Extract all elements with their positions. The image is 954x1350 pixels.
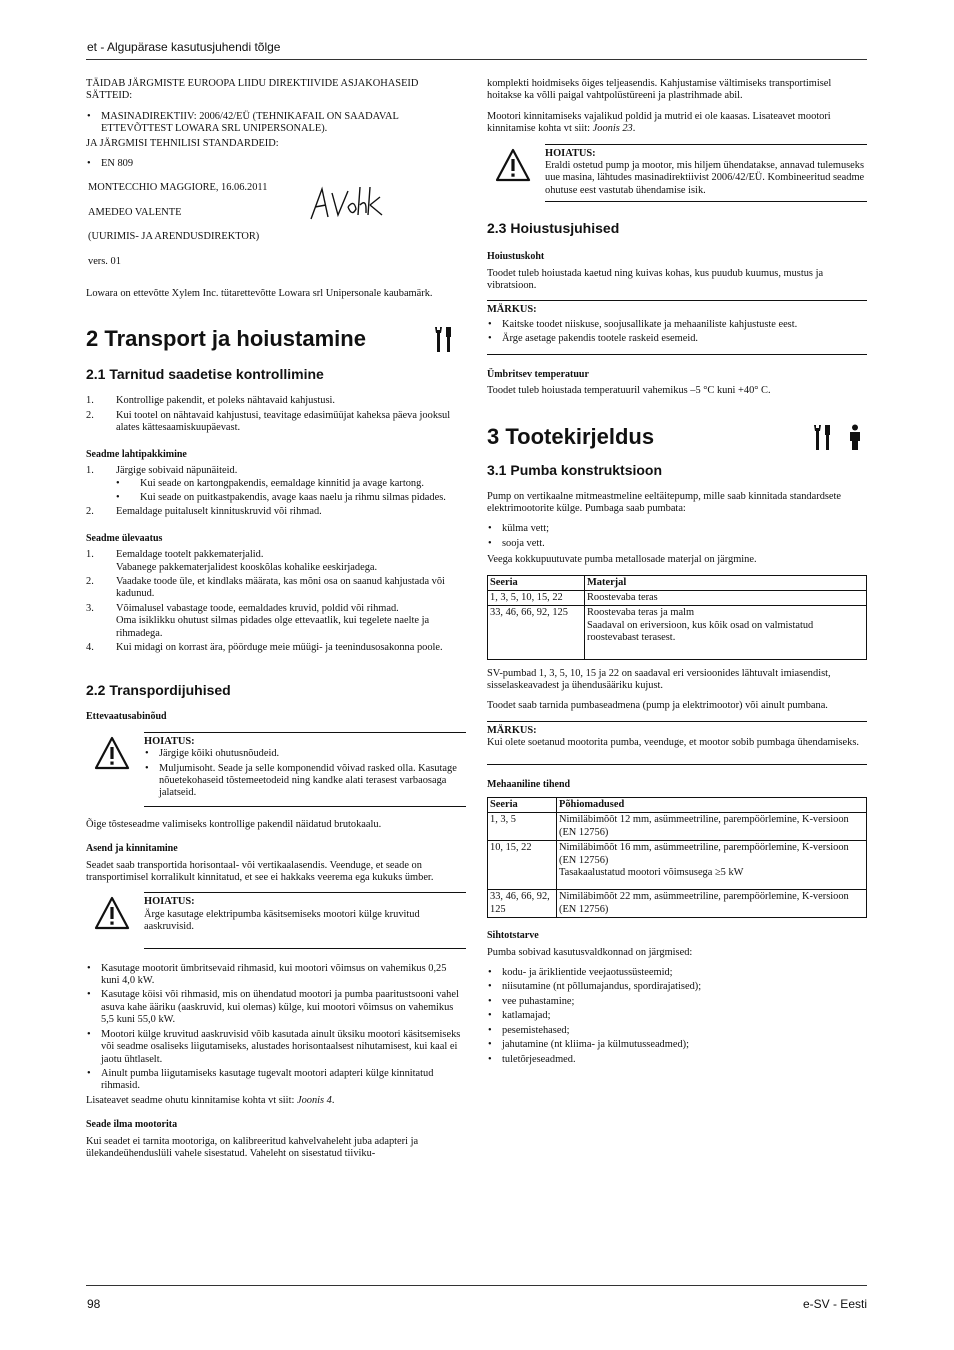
section-3-1-heading: 3.1 Pumba konstruktsioon [487, 461, 663, 478]
list-item: • Kaitske toodet niiskuse, soojusallikate ja mehaaniliste kahjustuste eest. [487, 319, 867, 331]
section-2-2-heading: 2.2 Transpordijuhised [86, 682, 231, 699]
list-item: • jahutamine (nt kliima- ja külmutusseadmed); [487, 1039, 867, 1051]
table-header: Materjal [585, 575, 867, 590]
no-motor-text: Kui seadet ei tarnita mootoriga, on kalibreeritud kahvelvaheleht juba adapteri ja ülekandeühenduslüli vahele sisestatud. Vaheleht on sisestatud tiiviku- [86, 1135, 419, 1159]
signature-block [86, 174, 466, 231]
temperature-text: Toodet tuleb hoiustada temperatuuril vahemikus –5 °C kuni +40° C. [487, 385, 771, 397]
chapter-3-title: 3 Tootekirjeldus [487, 423, 655, 449]
list-item: • vee puhastamine; [487, 996, 867, 1008]
warning-box [487, 144, 867, 203]
list-item: • Ärge asetage pakendis tootele raskeid esemeid. [487, 333, 867, 345]
signer-name: AMEDEO VALENTE [88, 206, 182, 218]
seal-title: Mehaaniline tihend [487, 778, 571, 790]
table-header: Seeria [488, 798, 557, 813]
page-number: 98 [87, 1297, 101, 1311]
signer-role: (UURIMIS- JA ARENDUSDIREKTOR) [88, 231, 260, 243]
list-item: • katlamajad; [487, 1010, 867, 1022]
list-item: • Kasutage köisi või rihmasid, mis on ühendatud mootori ja pumba paaritustsooni vahel asuva kahe ääriku (aaskruvid, kui olemas) külge, kui mootori võimsus on vahemikus 5,5 kuni 55,0 kW. [86, 989, 466, 1026]
list-item: 3. Võimalusel vabastage toode, eemaldades kruvid, poldid või rihmad. Oma isiklikku ohutust silmas pidades olge ettevaatlik, kui tegelete naelte ja rihmadega. [86, 602, 430, 639]
storage-title: Hoiustuskoht [487, 251, 545, 263]
tools-icon [434, 326, 454, 354]
figure-reference[interactable]: Joonis 4 [296, 1094, 332, 1106]
list-item: • Kasutage mootorit ümbritsevaid rihmasid, kui mootori võimsus on vahemikus 0,25 kuni 4,0 kW. [86, 963, 466, 988]
more-info-text: Lisateavet seadme ohutu kinnitamise kohta vt siit: Joonis 4. [86, 1094, 335, 1106]
declaration-item: • MASINADIREKTIIV: 2006/42/EÜ (TEHNIKAFAIL ON SAADAVAL ETTEVÕTTEST LOWARA SRL UNIPERSONALE). [86, 111, 466, 136]
list-item: • sooja vett. [487, 538, 867, 550]
list-item: • kodu- ja äriklientide veejaotussüsteemid; [487, 967, 867, 979]
list-item: 4. Kui midagi on korrast ära, pöörduge meie müügi- ja teenindusosakonna poole. [86, 641, 443, 653]
warning-text: Ärge kasutage elektripumba käsitsemiseks mootori külge kruvitud aaskruvisid. [144, 908, 420, 933]
list-item: • pesemistehased; [487, 1025, 867, 1037]
pump-text: Pump on vertikaalne mitmeastmeline eeltäitepump, mille saab kinnitada standardsete elektrimootorite külge. Pumbaga saab pumbata: [487, 490, 842, 514]
list-item: • niisutamine (nt põllumajandus, spordirajatised); [487, 981, 867, 993]
chapter-2-heading [86, 326, 466, 352]
section-2-3-heading: 2.3 Hoiustusjuhised [487, 220, 620, 237]
list-item: • Kui seade on puitkastpakendis, avage kaas naelu ja rihmu silmas pidades. [116, 492, 466, 504]
signature-image [308, 183, 388, 223]
supply-text: Toodet saab tarnida pumbaseadmena (pump ja elektrimootor) või ainult pumbana. [487, 700, 828, 712]
inspection-title: Seadme ülevaatus [86, 532, 163, 544]
list-item: • Ainult pumba liigutamiseks kasutage tugevalt mootori adapteri külge kinnitatud rihmasid. [86, 1068, 466, 1093]
list-item: • tuletõrjeseadmed. [487, 1054, 867, 1066]
table-header: Seeria [488, 575, 585, 590]
note-box [487, 721, 867, 765]
warning-box [86, 892, 466, 948]
left-column [86, 78, 466, 1168]
material-intro: Veega kokkupuutuvate pumba metallosade materjal on järgmine. [487, 554, 757, 566]
list-item: • Mootori külge kruvitud aaskruvisid võib kasutada ainult üksiku mootori käsitsemiseks või seadme osaliseks liigutamiseks, alustades horisontaalsest nihutamisest, kui kaal ei jaotu ühtlaselt. [86, 1029, 466, 1066]
chapter-3-heading [487, 424, 867, 450]
warning-title: HOIATUS: [545, 147, 596, 159]
position-title: Asend ja kinnitamine [86, 843, 178, 855]
table-header: Põhiomadused [557, 798, 867, 813]
list-item: 1. Järgige sobivaid näpunäiteid. • Kui seade on kartongpakendis, eemaldage kinnitid ja avage kartong. • Kui seade on puitkastpakendis, avage kaas naelu ja rihmu silmas pidades. [86, 465, 466, 504]
warning-icon [94, 736, 130, 770]
chapter-2-title: 2 Transport ja hoiustamine [86, 326, 366, 352]
warning-icon [495, 148, 531, 182]
list-item: • Muljumisoht. Seade ja selle komponendid võivad rasked olla. Kasutage nõuetekohaseid tõstemeetodeid ning kandke alati terasest varbaosaga jalatseid. [144, 763, 466, 800]
figure-reference[interactable]: Joonis 23 [592, 123, 633, 135]
list-item: 2. Kui tootel on nähtavaid kahjustusi, teavitage edasimüüjat kaheksa päeva jooksul alates kättesaamiskuupäevast. [86, 409, 451, 434]
warning-title: HOIATUS: [144, 735, 195, 747]
place-date: MONTECCHIO MAGGIORE, 16.06.2011 [88, 182, 268, 194]
tools-person-icon [813, 424, 867, 452]
bolts-text: Mootori kinnitamiseks vajalikud poldid ja mutrid ei ole kaasas. Lisateavet mootori kinnitamise kohta vt siit: Joonis 23. [487, 110, 831, 135]
note-title: MÄRKUS: [487, 724, 537, 736]
running-header: et - Algupärase kasutusjuhendi tõlge [87, 40, 281, 54]
lifting-list [86, 963, 466, 1093]
right-column [487, 78, 867, 1074]
list-item: 1. Kontrollige pakendit, et poleks nähtavaid kahjustusi. [86, 395, 336, 407]
material-table [487, 575, 867, 660]
version: vers. 01 [88, 255, 121, 267]
standards-title: JA JÄRGMISI TEHNILISI STANDARDEID: [86, 137, 279, 149]
intended-use-list [487, 967, 867, 1066]
temperature-title: Ümbritsev temperatuur [487, 368, 589, 380]
warning-title: HOIATUS: [144, 896, 195, 908]
warning-box [86, 732, 466, 807]
document-name: e-SV - Eesti [802, 1297, 867, 1311]
table-row: 1, 3, 5, 10, 15, 22 Roostevaba teras [488, 590, 867, 605]
list-item: • Järgige kõiki ohutusnõudeid. [144, 748, 466, 760]
continuation-text: komplekti hoidmiseks õiges teljeasendis. Kahjustamise vältimiseks transportimisel hoitakse ka võlli paigal vahtpolüstüreeni ja plastrihmade abil. [487, 78, 832, 102]
trademark-text: Lowara on ettevõtte Xylem Inc. tütarettevõtte Lowara srl Unipersonale kaubamärk. [86, 288, 433, 300]
warning-text: Eraldi ostetud pump ja mootor, mis hiljem ühendatakse, annavad tulemuseks uue masina, lähtudes masinadirektiivist 2006/42/EÜ. Kombineeritud seadme ohutuse eest vastutab ühendamise isik. [545, 160, 865, 196]
weight-text: Õige tõsteseadme valimiseks kontrollige pakendil näidatud brutokaalu. [86, 818, 382, 830]
header-rule [86, 59, 867, 60]
section-2-1-heading: 2.1 Tarnitud saadetise kontrollimine [86, 366, 324, 383]
sv-text: SV-pumbad 1, 3, 5, 10, 15 ja 22 on saadaval eri versioonides lähtuvalt imiasendist, sisselaskeavadest ja ühendusääriku kujust. [487, 667, 831, 691]
table-row: 33, 46, 66, 92, 125 Roostevaba teras ja malm Saadaval on eriversioon, kus kõik osad on valmistatud roostevabast terasest. [488, 606, 867, 659]
table-row: 1, 3, 5 Nimiläbimõõt 12 mm, asümmeetriline, parempöörlemine, K-versioon (EN 12756) [488, 813, 867, 841]
intended-use-title: Sihtotstarve [487, 930, 539, 942]
list-item: 1. Eemaldage tootelt pakkematerjalid. Vabanege pakkematerjalidest kooskõlas kohalike eeskirjadega. [86, 549, 378, 573]
footer-rule [86, 1285, 867, 1286]
note-box [487, 300, 867, 354]
warning-icon [94, 896, 130, 930]
unpacking-title: Seadme lahtipakkimine [86, 448, 187, 460]
table-row: 10, 15, 22 Nimiläbimõõt 16 mm, asümmeetriline, parempöörlemine, K-versioon (EN 12756) Tasakaalustatud mootori võimsusega ≥5 kW [488, 841, 867, 890]
no-motor-title: Seade ilma mootorita [86, 1119, 178, 1131]
inspection-list [86, 549, 466, 654]
list-item: 2. Eemaldage puitaluselt kinnituskruvid või rihmad. [86, 506, 322, 518]
precautions-title: Ettevaatusabinõud [86, 711, 167, 723]
list-item: • Kui seade on kartongpakendis, eemaldage kinnitid ja avage kartong. [116, 478, 466, 490]
note-title: MÄRKUS: [487, 304, 537, 316]
declaration-title: TÄIDAB JÄRGMISTE EUROOPA LIIDU DIREKTIIVIDE ASJAKOHASEID SÄTTEID: [86, 78, 419, 102]
standard-item: • EN 809 [86, 158, 466, 170]
seal-table [487, 797, 867, 918]
position-text: Seadet saab transportida horisontaal- või vertikaalasendis. Veenduge, et seade on transportimisel korralikult kinnitatud, et see ei hakkaks veerema ega kukuks ümber. [86, 859, 434, 884]
list-item: • külma vett; [487, 523, 867, 535]
intended-use-text: Pumba sobivad kasutusvaldkonnad on järgmised: [487, 946, 693, 958]
delivery-check-list [86, 395, 466, 434]
unpacking-list [86, 465, 466, 519]
storage-text: Toodet tuleb hoiustada kaetud ning kuivas kohas, kus puudub kuumus, mustus ja vibratsioon. [487, 267, 824, 292]
list-item: 2. Vaadake toode üle, et kindlaks määrata, kas mõni osa on saanud kahjustada või kadunud. [86, 575, 445, 600]
table-row: 33, 46, 66, 92, 125 Nimiläbimõõt 22 mm, asümmeetriline, parempöörlemine, K-versioon (EN 12756) [488, 890, 867, 918]
note-text: Kui olete soetanud mootorita pumba, veenduge, et mootor sobib pumbaga ühendamiseks. [487, 737, 859, 749]
